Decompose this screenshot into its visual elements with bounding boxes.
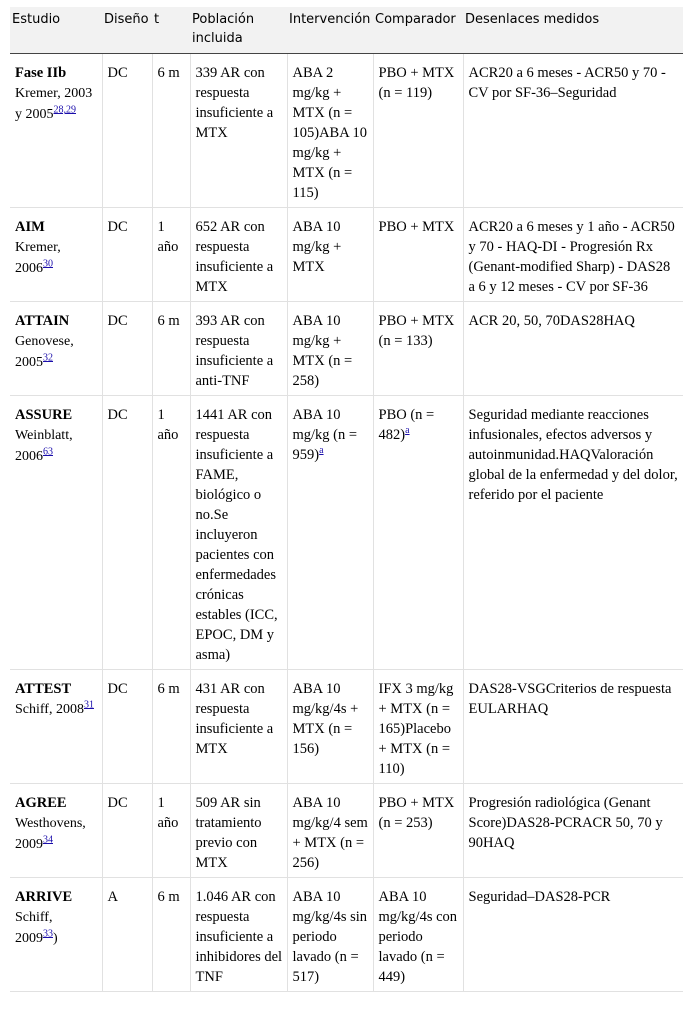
study-author-text: Weinblatt, 2006 [15,428,73,464]
time-cell: 6 m [152,54,190,208]
study-author [15,331,99,373]
study-author-text: Kremer, 2006 [15,240,61,276]
design-cell: DC [102,208,152,302]
study-author [15,425,99,467]
intervention-text: ABA 10 mg/kg + MTX [292,219,342,275]
design-cell: A [102,878,152,992]
study-name: ARRIVE [15,889,73,905]
study-author-text: Schiff, 2009 [15,910,53,946]
table-row [10,302,683,396]
header-population: Población incluida [190,7,287,54]
reference-link[interactable]: 30 [43,258,53,270]
intervention-text: ABA 10 mg/kg + MTX (n = 258) [292,313,353,389]
design-cell: DC [102,54,152,208]
comparator-text: PBO + MTX (n = 119) [378,65,455,101]
design-cell: DC [102,396,152,670]
header-study: Estudio [10,7,102,54]
comparator-cell [373,784,463,878]
intervention-cell [287,396,373,670]
reference-link[interactable]: 63 [43,446,53,458]
comparator-cell [373,54,463,208]
intervention-text: ABA 10 mg/kg/4s sin periodo lavado (n = 517) [292,889,368,985]
study-author [15,813,99,855]
population-cell: 1441 AR con respuesta insuficiente a FAME, biológico o no.Se incluyeron pacientes con enfermedades crónicas estables (ICC, EPOC, DM y asma) [190,396,287,670]
outcomes-cell: Seguridad mediante reacciones infusionales, efectos adversos y autoinmunidad.HAQValoración global de la enfermedad y del dolor, referido por el paciente [463,396,683,670]
intervention-cell [287,670,373,784]
header-comparator: Comparador [373,7,463,54]
header-outcomes: Desenlaces medidos [463,7,683,54]
comparator-text: ABA 10 mg/kg/4s con periodo lavado (n = 449) [378,889,458,985]
table-row [10,54,683,208]
table-body [10,54,683,992]
intervention-cell [287,878,373,992]
intervention-cell [287,784,373,878]
comparator-text: PBO + MTX (n = 253) [378,795,455,831]
table-row [10,208,683,302]
table-row [10,670,683,784]
time-cell: 1 año [152,784,190,878]
time-cell: 1 año [152,208,190,302]
reference-link[interactable]: 34 [43,834,53,846]
design-cell: DC [102,784,152,878]
comparator-text: PBO + MTX [378,219,455,235]
study-cell [10,302,102,396]
study-cell [10,54,102,208]
time-cell: 6 m [152,302,190,396]
study-author-text: Genovese, 2005 [15,334,74,370]
footnote-link[interactable]: a [319,445,324,457]
footnote-link[interactable]: a [405,425,410,437]
study-cell [10,784,102,878]
study-author [15,699,99,720]
intervention-cell [287,54,373,208]
study-name: ATTAIN [15,313,70,329]
population-cell: 652 AR con respuesta insuficiente a MTX [190,208,287,302]
outcomes-cell: Progresión radiológica (Genant Score)DAS28-PCRACR 50, 70 y 90HAQ [463,784,683,878]
comparator-cell [373,670,463,784]
comparator-text: IFX 3 mg/kg + MTX (n = 165)Placebo + MTX (n = 110) [378,681,454,777]
study-cell [10,670,102,784]
table-header [10,7,683,54]
study-cell [10,878,102,992]
reference-link[interactable]: 33 [43,928,53,940]
time-cell: 1 año [152,396,190,670]
intervention-text: ABA 10 mg/kg/4 sem + MTX (n = 256) [292,795,368,871]
time-cell: 6 m [152,878,190,992]
outcomes-cell: DAS28-VSGCriterios de respuesta EULARHAQ [463,670,683,784]
outcomes-cell: ACR20 a 6 meses y 1 año - ACR50 y 70 - HAQ-DI - Progresión Rx (Genant-modified Sharp) - DAS28 a 6 y 12 meses - CV por SF-36 [463,208,683,302]
reference-link[interactable]: 28,29 [53,104,76,116]
outcomes-cell: Seguridad–DAS28-PCR [463,878,683,992]
intervention-cell [287,302,373,396]
study-author [15,237,99,279]
study-author [15,907,99,949]
outcomes-cell: ACR20 a 6 meses - ACR50 y 70 - CV por SF-36–Seguridad [463,54,683,208]
comparator-text: PBO + MTX (n = 133) [378,313,455,349]
study-cell [10,396,102,670]
design-cell: DC [102,670,152,784]
comparator-cell [373,396,463,670]
study-author-text: Schiff, 2008 [15,702,84,717]
study-author-suffix: ) [53,931,58,946]
study-cell [10,208,102,302]
study-name: AIM [15,219,45,235]
study-name: AGREE [15,795,67,811]
study-name: Fase IIb [15,65,67,81]
header-time: t [152,7,190,54]
comparator-cell [373,878,463,992]
header-row [10,7,683,54]
population-cell: 509 AR sin tratamiento previo con MTX [190,784,287,878]
intervention-text: ABA 10 mg/kg (n = 959) [292,407,358,463]
design-cell: DC [102,302,152,396]
intervention-text: ABA 10 mg/kg/4s + MTX (n = 156) [292,681,359,757]
intervention-text: ABA 2 mg/kg + MTX (n = 105)ABA 10 mg/kg + MTX (n = 115) [292,65,368,201]
intervention-cell [287,208,373,302]
reference-link[interactable]: 32 [43,352,53,364]
comparator-cell [373,302,463,396]
table-row [10,784,683,878]
comparator-cell [373,208,463,302]
study-author-text: Westhovens, 2009 [15,816,86,852]
comparator-text: PBO (n = 482) [378,407,435,443]
table-row [10,396,683,670]
outcomes-cell: ACR 20, 50, 70DAS28HAQ [463,302,683,396]
population-cell: 393 AR con respuesta insuficiente a anti-TNF [190,302,287,396]
population-cell: 431 AR con respuesta insuficiente a MTX [190,670,287,784]
study-name: ATTEST [15,681,72,697]
population-cell: 1.046 AR con respuesta insuficiente a inhibidores del TNF [190,878,287,992]
population-cell: 339 AR con respuesta insuficiente a MTX [190,54,287,208]
header-design: Diseño [102,7,152,54]
study-author-text: Kremer, 2003 y 2005 [15,86,93,122]
header-intervention: Intervención [287,7,373,54]
reference-link[interactable]: 31 [83,699,94,711]
table-row [10,878,683,992]
study-name: ASSURE [15,407,73,423]
time-cell: 6 m [152,670,190,784]
studies-table [10,7,683,992]
study-author [15,83,99,125]
